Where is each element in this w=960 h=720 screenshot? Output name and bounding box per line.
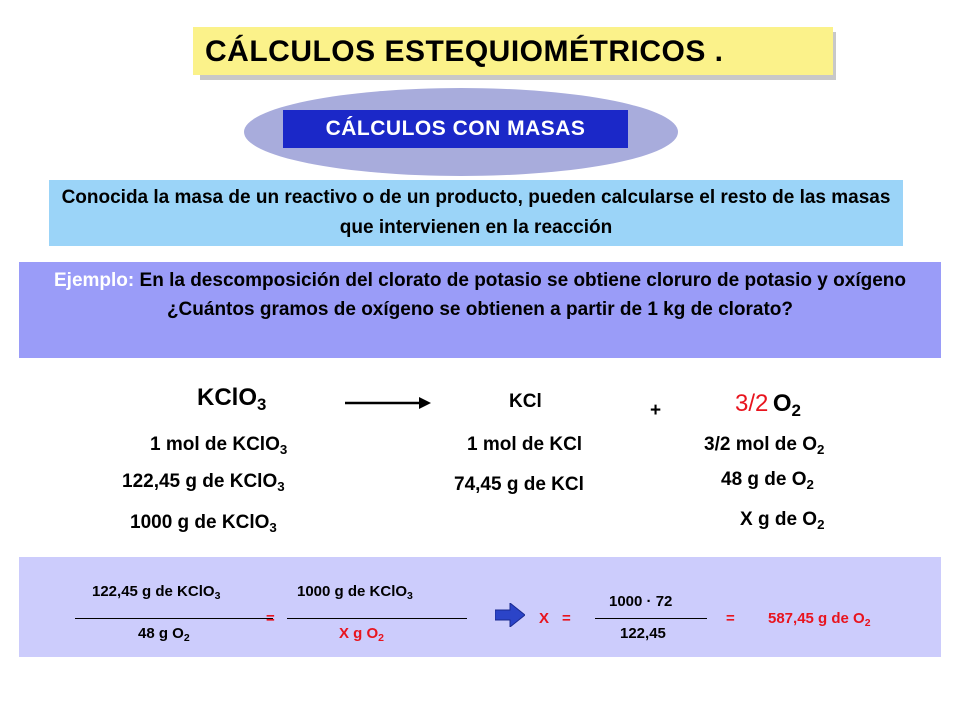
reactant-moles: 1 mol de KClO$_3$ bbox=[150, 434, 288, 457]
product1-formula: KCl bbox=[509, 391, 542, 412]
page-title: CÁLCULOS ESTEQUIOMÉTRICOS . bbox=[205, 35, 724, 68]
product2-moles: 3/2 mol de $O_2$ bbox=[704, 434, 825, 457]
fraction3-numerator: 1000 · 72 bbox=[609, 593, 673, 610]
plus-sign: + bbox=[650, 400, 662, 421]
fraction1-line bbox=[75, 618, 273, 619]
product2-coefficient: 3/2 bbox=[735, 390, 769, 417]
unknown-mass: X g de $O_2$ bbox=[740, 509, 825, 532]
subtitle: CÁLCULOS CON MASAS bbox=[325, 117, 586, 140]
intro-text: Conocida la masa de un reactivo o de un producto, pueden calcularse el resto de las masas que intervienen en la reacción bbox=[61, 187, 891, 238]
result-value: 587,45 g de $O_2$ bbox=[768, 610, 871, 630]
fraction2-line bbox=[287, 618, 467, 619]
example-question: En la descomposición del clorato de potasio se obtiene cloruro de potasio y oxígeno ¿Cuántos gramos de oxígeno se obtienen a partir de 1 kg de clorato? bbox=[139, 270, 906, 320]
fraction3-line bbox=[595, 618, 707, 619]
reactant-mass: 122,45 g de KClO$_3$ bbox=[122, 471, 285, 494]
result-arrow-icon bbox=[495, 603, 525, 627]
example-label: Ejemplo: bbox=[54, 270, 135, 291]
product1-moles: 1 mol de KCl bbox=[467, 434, 583, 455]
product2-mass: 48 g de $O_2$ bbox=[721, 469, 814, 492]
fraction3-denominator: 122,45 bbox=[620, 625, 666, 642]
product1-mass: 74,45 g de KCl bbox=[454, 474, 584, 495]
equals-sign-2: = bbox=[562, 610, 571, 627]
fraction2-numerator: 1000 g de KClO$_3$ bbox=[297, 583, 413, 603]
fraction1-denominator: 48 g $O_2$ bbox=[138, 625, 190, 645]
reactant-formula: KClO$_3$ bbox=[197, 384, 267, 415]
reaction-arrow-icon bbox=[345, 396, 431, 410]
calculation-box bbox=[19, 557, 941, 657]
equals-sign-3: = bbox=[726, 610, 735, 627]
equals-sign-1: = bbox=[266, 610, 275, 627]
fraction2-denominator: X g $O_2$ bbox=[339, 625, 385, 645]
given-mass: 1000 g de KClO$_3$ bbox=[130, 512, 277, 535]
product2-formula: 3/2 $O_2$ bbox=[735, 390, 801, 421]
x-variable: X bbox=[539, 610, 550, 627]
example-text bbox=[24, 266, 936, 324]
fraction1-numerator: 122,45 g de KClO$_3$ bbox=[92, 583, 221, 603]
